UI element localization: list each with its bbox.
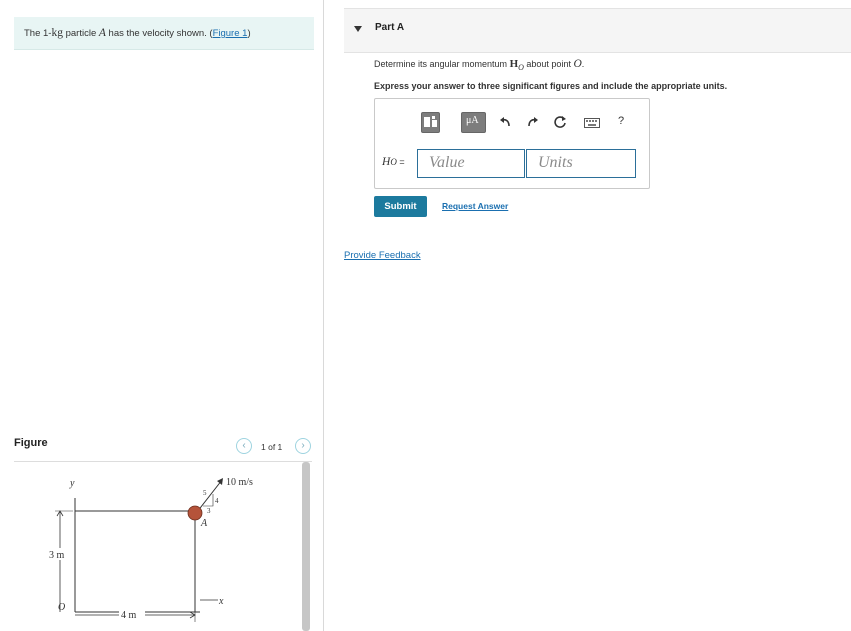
- velocity-label: 10 m/s: [226, 477, 253, 488]
- problem-mid: particle: [62, 28, 99, 39]
- submit-button[interactable]: Submit: [374, 196, 427, 217]
- answer-box: [374, 98, 650, 189]
- particle-name: A: [98, 27, 106, 39]
- figure-pager: 1 of 1: [261, 442, 283, 452]
- answer-label-sub: O: [390, 157, 397, 167]
- question-text: [374, 58, 584, 72]
- width-label: 4 m: [121, 610, 137, 621]
- slope-hyp: 5: [203, 489, 207, 497]
- figure-diagram: [0, 462, 300, 631]
- question-prefix: Determine its angular momentum: [374, 59, 510, 69]
- keyboard-icon[interactable]: [584, 118, 600, 128]
- question-end: .: [581, 59, 585, 69]
- mass-unit: kg: [51, 27, 63, 39]
- part-title: Part A: [375, 22, 405, 33]
- prev-figure-button[interactable]: ‹: [236, 438, 252, 454]
- reset-icon[interactable]: [554, 116, 567, 129]
- instruction-text: Express your answer to three significant figures and include the appropriate units.: [374, 81, 728, 91]
- velocity-arrowhead: [217, 478, 223, 485]
- x-axis-label: x: [219, 596, 224, 607]
- y-axis-label: y: [70, 478, 75, 489]
- figure-scrollbar[interactable]: [302, 462, 310, 631]
- question-sub: O: [518, 62, 524, 72]
- units-input[interactable]: [526, 149, 636, 178]
- question-mid: about point: [523, 59, 574, 69]
- pane-divider: [323, 0, 324, 631]
- answer-label-var: H: [382, 156, 391, 168]
- question-var: H: [509, 58, 519, 70]
- value-placeholder: Value: [429, 154, 465, 171]
- request-answer-link[interactable]: Request Answer: [442, 201, 509, 211]
- units-placeholder: Units: [538, 154, 573, 171]
- answer-label: [382, 156, 405, 168]
- problem-statement: [14, 17, 314, 50]
- height-label: 3 m: [49, 550, 65, 561]
- part-header[interactable]: [344, 8, 851, 53]
- particle-label: A: [201, 518, 208, 529]
- figure-link[interactable]: Figure 1: [212, 28, 248, 39]
- problem-text: [24, 27, 251, 39]
- origin-label: O: [58, 602, 66, 613]
- slope-rise: 4: [215, 497, 219, 505]
- next-figure-button[interactable]: ›: [295, 438, 311, 454]
- question-point: O: [573, 58, 582, 70]
- help-icon[interactable]: ?: [618, 115, 625, 127]
- value-input[interactable]: [417, 149, 525, 178]
- mu-a-label: μA: [466, 115, 479, 126]
- answer-label-eq: =: [396, 157, 405, 167]
- problem-close: ): [247, 28, 251, 39]
- redo-icon[interactable]: [527, 116, 539, 128]
- figure-label: Figure: [14, 437, 48, 449]
- problem-prefix: The 1-: [24, 28, 52, 39]
- problem-suffix: has the velocity shown. (: [105, 28, 213, 39]
- templates-icon[interactable]: [421, 112, 440, 133]
- mu-a-icon[interactable]: [461, 112, 486, 133]
- slope-run: 3: [207, 507, 211, 515]
- collapse-triangle-icon[interactable]: [354, 26, 362, 32]
- particle-ball: [188, 506, 202, 520]
- undo-icon[interactable]: [499, 116, 511, 128]
- provide-feedback-link[interactable]: Provide Feedback: [344, 250, 421, 261]
